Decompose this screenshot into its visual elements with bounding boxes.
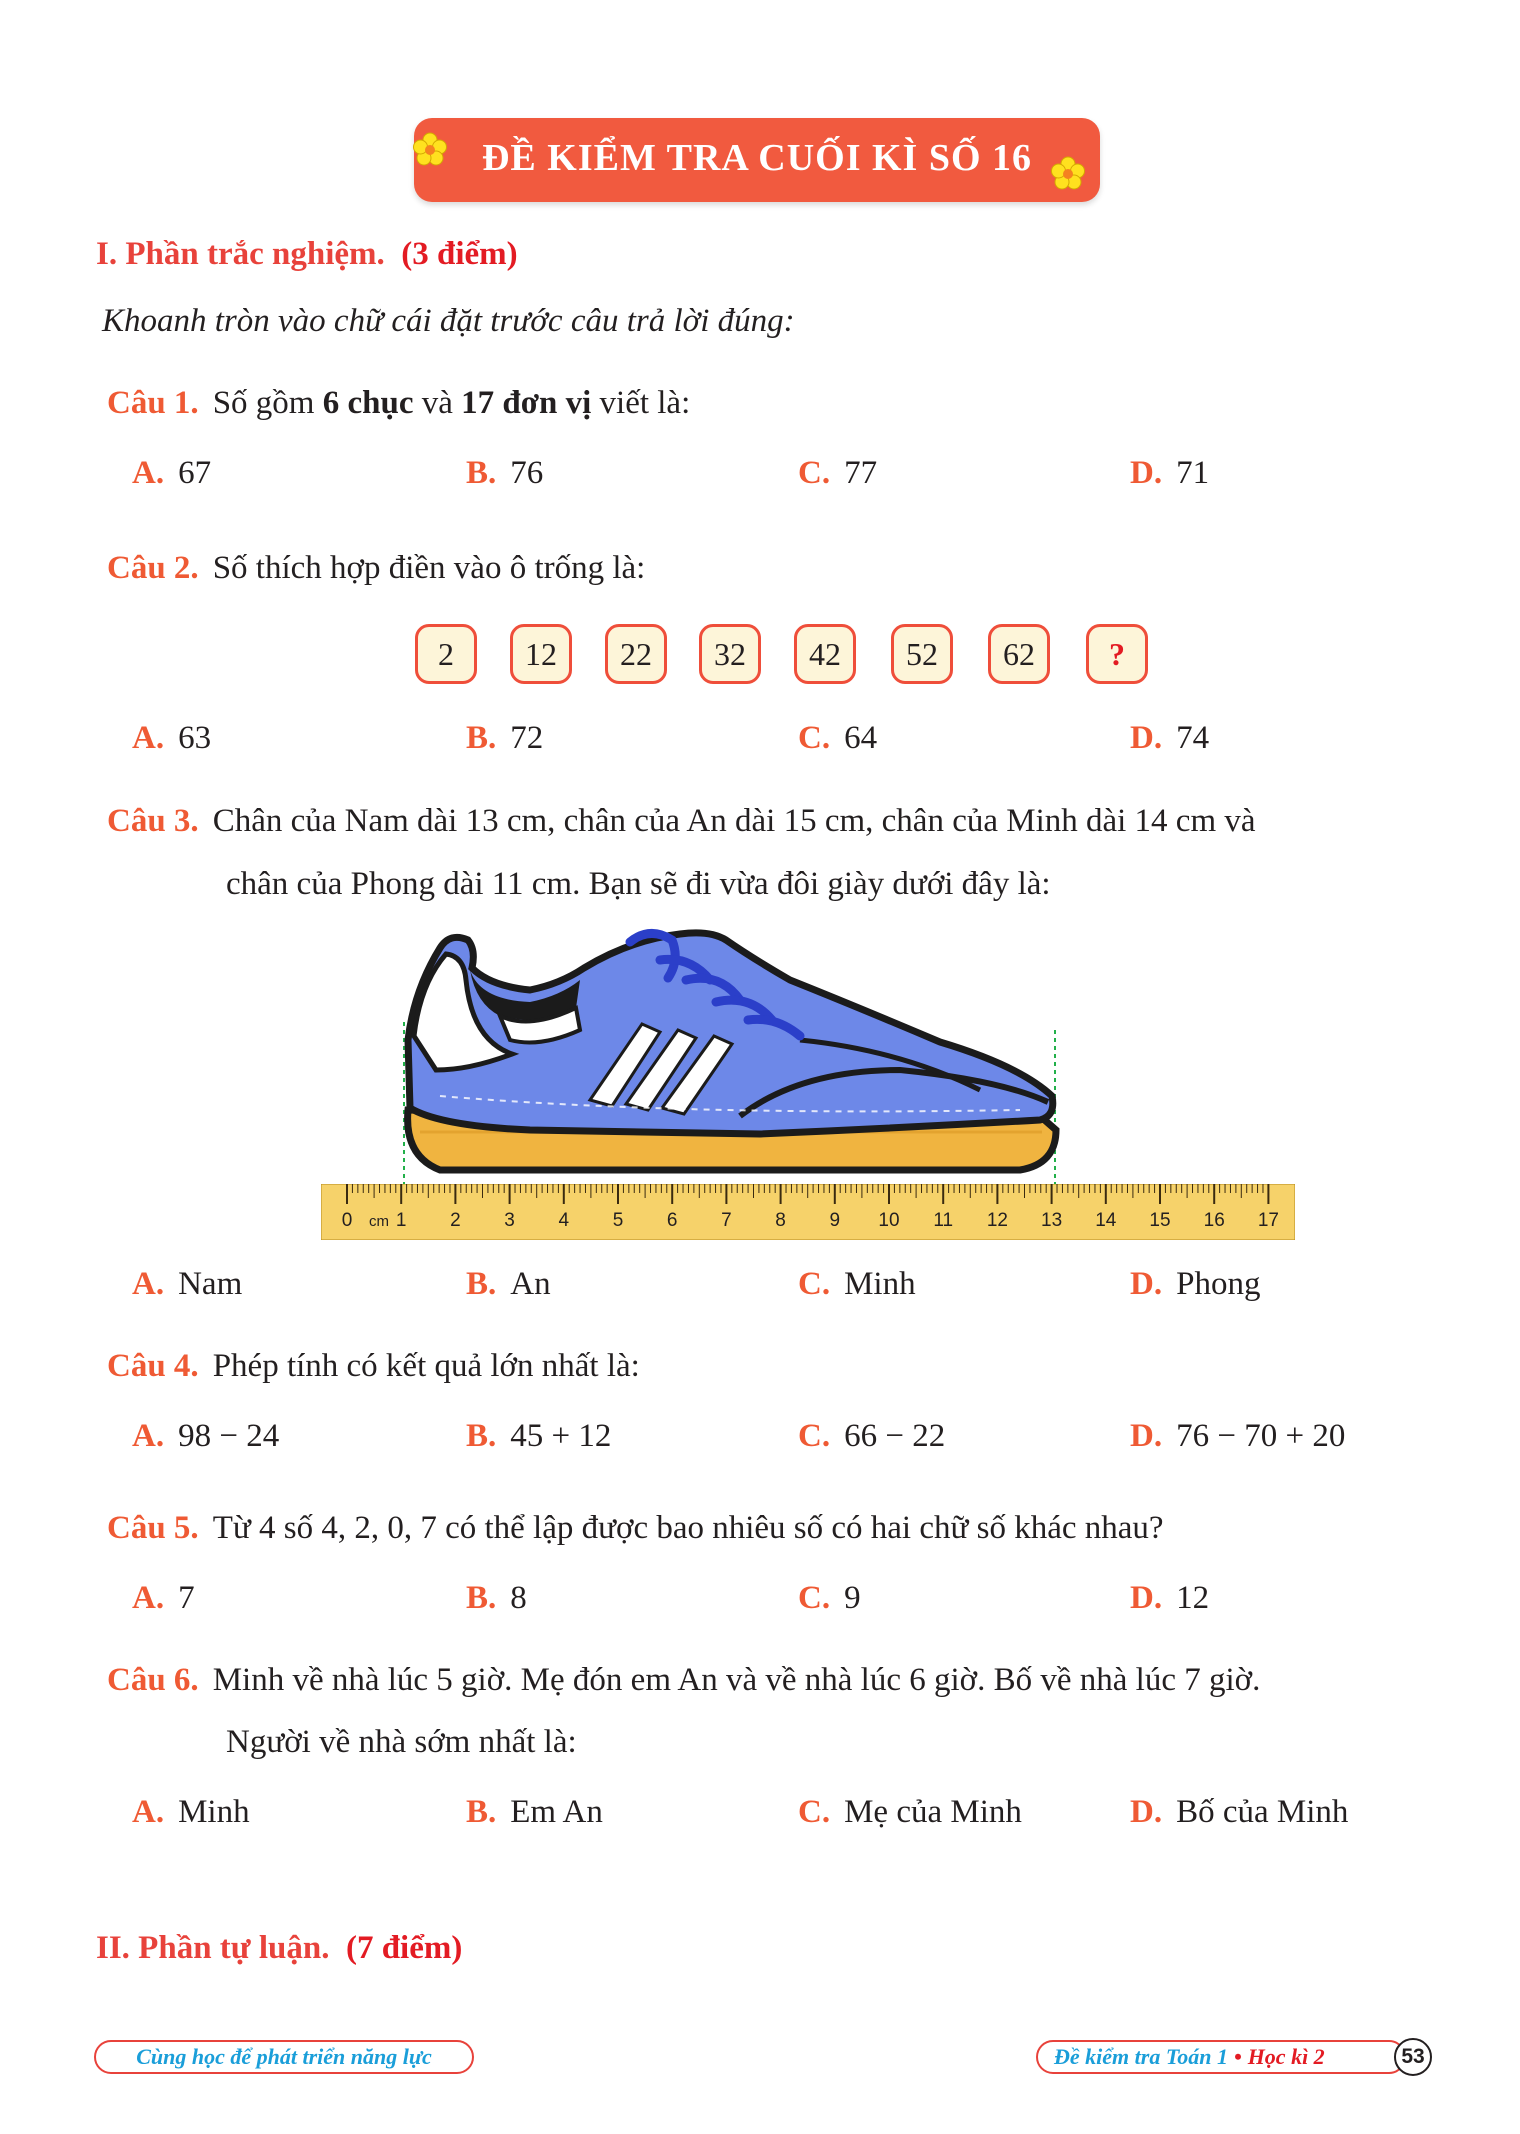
- option-letter: D.: [1130, 1266, 1163, 1302]
- option-text: 71: [1176, 455, 1210, 491]
- ruler-label: 8: [775, 1210, 786, 1231]
- option-text: Minh: [844, 1266, 916, 1302]
- option-text: 66 − 22: [844, 1418, 946, 1454]
- option-b[interactable]: [466, 1580, 527, 1617]
- shoe-upper: [408, 933, 1053, 1134]
- question-4: [107, 1348, 640, 1385]
- option-d[interactable]: [1130, 455, 1209, 492]
- option-b[interactable]: [466, 1266, 551, 1303]
- option-a[interactable]: [132, 1418, 279, 1455]
- option-a[interactable]: [132, 1794, 250, 1831]
- ruler-label: 14: [1095, 1210, 1117, 1231]
- footer-bullet: •: [1233, 2044, 1242, 2069]
- option-letter: C.: [798, 455, 831, 491]
- part1-points: (3 điểm): [401, 236, 518, 272]
- option-c[interactable]: [798, 720, 877, 757]
- page-number: 53: [1394, 2038, 1432, 2076]
- option-letter: A.: [132, 455, 165, 491]
- ruler-label: 10: [878, 1210, 900, 1231]
- option-text: 45 + 12: [510, 1418, 612, 1454]
- option-b[interactable]: [466, 455, 543, 492]
- question-label: Câu 5.: [107, 1510, 199, 1546]
- footer-semester: Học kì 2: [1247, 2044, 1325, 2069]
- ruler-label: 17: [1257, 1210, 1279, 1231]
- option-letter: A.: [132, 1794, 165, 1830]
- title-banner: [414, 118, 1100, 202]
- option-text: Phong: [1176, 1266, 1261, 1302]
- ruler-label: 0: [341, 1210, 353, 1231]
- option-letter: B.: [466, 455, 497, 491]
- option-text: 8: [510, 1580, 527, 1616]
- ruler-label: 3: [504, 1210, 515, 1231]
- question-text: Chân của Nam dài 13 cm, chân của An dài 15 cm, chân của Minh dài 14 cm và: [212, 803, 1256, 839]
- question-label: Câu 3.: [107, 803, 199, 839]
- bold-text: 17 đơn vị: [461, 385, 592, 421]
- ruler: [321, 1184, 1295, 1240]
- option-text: Nam: [178, 1266, 243, 1302]
- option-text: 76: [510, 455, 544, 491]
- option-text: 67: [178, 455, 212, 491]
- option-letter: A.: [132, 720, 165, 756]
- option-text: 7: [178, 1580, 195, 1616]
- question-label: Câu 6.: [107, 1662, 199, 1698]
- option-b[interactable]: [466, 1418, 611, 1455]
- ruler-label: 6: [666, 1210, 678, 1231]
- question-text: Số gồm: [212, 385, 323, 421]
- question-text: Số thích hợp điền vào ô trống là:: [212, 550, 646, 586]
- ruler-label: 16: [1203, 1210, 1225, 1231]
- option-text: 63: [178, 720, 212, 756]
- question-6-line2: Người về nhà sớm nhất là:: [226, 1724, 577, 1760]
- footer-book-title: Đề kiểm tra Toán 1: [1054, 2044, 1228, 2069]
- option-d[interactable]: [1130, 720, 1209, 757]
- question-text: Phép tính có kết quả lớn nhất là:: [212, 1348, 640, 1384]
- sequence-box: 32: [699, 624, 761, 684]
- option-text: Mẹ của Minh: [844, 1794, 1022, 1830]
- option-letter: B.: [466, 720, 497, 756]
- option-d[interactable]: [1130, 1266, 1260, 1303]
- question-text: viết là:: [591, 385, 691, 421]
- footer-book-pill: [1036, 2040, 1406, 2074]
- part1-heading: [96, 236, 518, 273]
- page-title: ĐỀ KIỂM TRA CUỐI KÌ SỐ 16: [481, 137, 1033, 179]
- option-text: Em An: [510, 1794, 603, 1830]
- option-a[interactable]: [132, 1580, 195, 1617]
- sequence-box: 22: [605, 624, 667, 684]
- option-letter: C.: [798, 1418, 831, 1454]
- sequence-box: 42: [794, 624, 856, 684]
- sequence-box: 52: [891, 624, 953, 684]
- option-text: 64: [844, 720, 878, 756]
- question-label: Câu 2.: [107, 550, 199, 586]
- option-letter: B.: [466, 1266, 497, 1302]
- ruler-label: 2: [450, 1210, 461, 1231]
- option-letter: D.: [1130, 455, 1163, 491]
- option-letter: C.: [798, 1580, 831, 1616]
- option-letter: A.: [132, 1418, 165, 1454]
- bold-text: 6 chục: [322, 385, 414, 421]
- option-text: An: [510, 1266, 551, 1302]
- flower-icon: [1050, 156, 1086, 192]
- question-text: và: [413, 385, 462, 421]
- part2-heading: [96, 1930, 462, 1967]
- option-letter: A.: [132, 1580, 165, 1616]
- option-letter: D.: [1130, 1418, 1163, 1454]
- option-a[interactable]: [132, 455, 211, 492]
- option-letter: B.: [466, 1794, 497, 1830]
- sequence-box: 12: [510, 624, 572, 684]
- option-c[interactable]: [798, 1794, 1022, 1831]
- option-letter: D.: [1130, 720, 1163, 756]
- option-d[interactable]: [1130, 1418, 1345, 1455]
- option-a[interactable]: [132, 1266, 242, 1303]
- question-1: [107, 385, 690, 422]
- footer-series-pill: Cùng học để phát triển năng lực: [94, 2040, 474, 2074]
- part2-title: II. Phần tự luận.: [96, 1930, 330, 1966]
- instruction: Khoanh tròn vào chữ cái đặt trước câu trả lời đúng:: [102, 303, 795, 339]
- ruler-unit: cm: [369, 1213, 389, 1230]
- option-text: 77: [844, 455, 878, 491]
- shoe-illustration: [380, 920, 1080, 1190]
- ruler-label: 13: [1041, 1210, 1063, 1231]
- ruler-label: 5: [612, 1210, 624, 1231]
- option-letter: B.: [466, 1580, 497, 1616]
- option-c[interactable]: [798, 455, 877, 492]
- ruler-label: 1: [395, 1210, 407, 1231]
- option-letter: D.: [1130, 1794, 1163, 1830]
- option-d[interactable]: [1130, 1794, 1348, 1831]
- option-letter: D.: [1130, 1580, 1163, 1616]
- option-d[interactable]: [1130, 1580, 1209, 1617]
- option-letter: C.: [798, 720, 831, 756]
- option-text: 76 − 70 + 20: [1176, 1418, 1346, 1454]
- ruler-label: 9: [829, 1210, 841, 1231]
- question-label: Câu 1.: [107, 385, 199, 421]
- question-5: [107, 1510, 1164, 1547]
- option-letter: B.: [466, 1418, 497, 1454]
- option-text: 72: [510, 720, 544, 756]
- ruler-label: 4: [558, 1210, 570, 1231]
- option-letter: C.: [798, 1794, 831, 1830]
- question-text: Từ 4 số 4, 2, 0, 7 có thể lập được bao nhiêu số có hai chữ số khác nhau?: [212, 1510, 1164, 1546]
- option-letter: A.: [132, 1266, 165, 1302]
- option-text: 74: [1176, 720, 1210, 756]
- ruler-label: 11: [933, 1210, 954, 1231]
- question-text: Minh về nhà lúc 5 giờ. Mẹ đón em An và về nhà lúc 6 giờ. Bố về nhà lúc 7 giờ.: [212, 1662, 1261, 1698]
- question-6: [107, 1662, 1260, 1699]
- question-3-line2: chân của Phong dài 11 cm. Bạn sẽ đi vừa đôi giày dưới đây là:: [226, 866, 1051, 902]
- ruler-label: 12: [986, 1210, 1008, 1231]
- option-text: 98 − 24: [178, 1418, 280, 1454]
- ruler-label: 7: [721, 1210, 732, 1231]
- option-a[interactable]: [132, 720, 211, 757]
- option-c[interactable]: [798, 1266, 916, 1303]
- option-b[interactable]: [466, 1794, 603, 1831]
- question-label: Câu 4.: [107, 1348, 199, 1384]
- option-c[interactable]: [798, 1580, 861, 1617]
- option-text: 12: [1176, 1580, 1210, 1616]
- option-b[interactable]: [466, 720, 543, 757]
- question-2: [107, 550, 645, 587]
- option-letter: C.: [798, 1266, 831, 1302]
- option-text: 9: [844, 1580, 861, 1616]
- option-c[interactable]: [798, 1418, 945, 1455]
- option-text: Bố của Minh: [1176, 1794, 1349, 1830]
- option-text: Minh: [178, 1794, 250, 1830]
- sequence-box: 2: [415, 624, 477, 684]
- sequence-blank-box[interactable]: ?: [1086, 624, 1148, 684]
- part1-title: I. Phần trắc nghiệm.: [96, 236, 385, 272]
- ruler-label: 15: [1149, 1210, 1171, 1231]
- part2-points: (7 điểm): [345, 1930, 463, 1966]
- sequence-box: 62: [988, 624, 1050, 684]
- question-3: [107, 803, 1256, 840]
